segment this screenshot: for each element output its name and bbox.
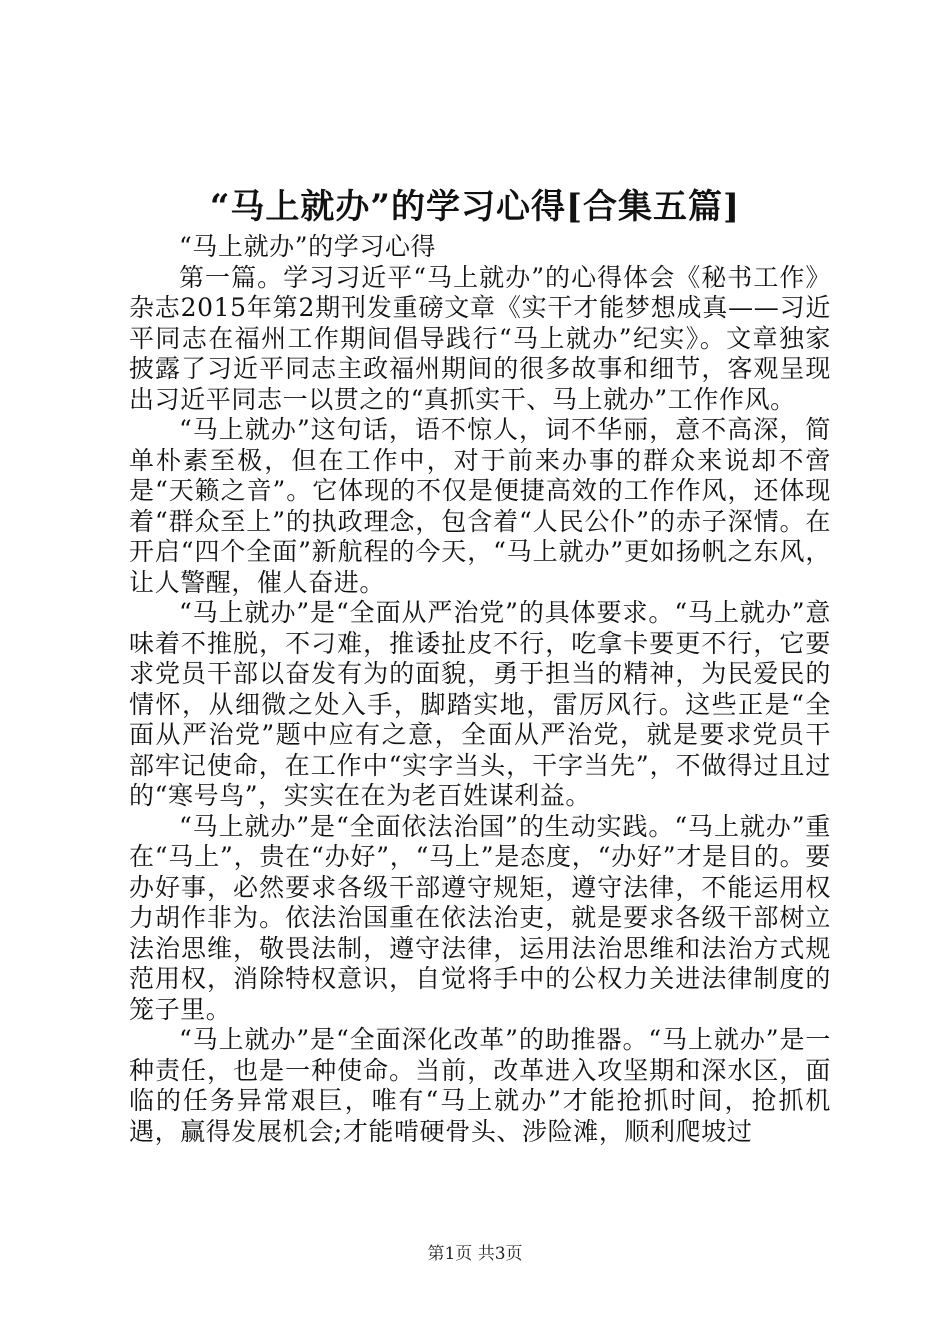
- page-footer: 第1页 共3页: [427, 1244, 523, 1264]
- paragraph: “马上就办”是“全面依法治国”的生动实践。“马上就办”重在“马上”，贵在“办好”，“马上”是态度，“办好”才是目的。要办好事，必然要求各级干部遵守规矩，遵守法律，不能运用权力胡作非为。依法治国重在依法治吏，就是要求各级干部树立法治思维，敬畏法制，遵守法律，运用法治思维和法治方式规范用权，消除特权意识，自觉将手中的公权力关进法律制度的笼子里。: [129, 811, 831, 1024]
- document-title: “马上就办”的学习心得[合集五篇]: [209, 187, 741, 227]
- paragraph: “马上就办”这句话，语不惊人，词不华丽，意不高深，简单朴素至极，但在工作中，对于前来办事的群众来说却不啻是“天籁之音”。它体现的不仅是便捷高效的工作作风，还体现着“群众至上”的执政理念，包含着“人民公仆”的赤子深情。在开启“四个全面”新航程的今天，“马上就办”更如扬帆之东风，让人警醒，催人奋进。: [129, 415, 831, 597]
- paragraph-subtitle: “马上就办”的学习心得: [179, 232, 437, 261]
- paragraph: “马上就办”是“全面从严治党”的具体要求。“马上就办”意味着不推脱，不刁难，推诿扯皮不行，吃拿卡要更不行，它要求党员干部以奋发有为的面貌，勇于担当的精神，为民爱民的情怀，从细微之处入手，脚踏实地，雷厉风行。这些正是“全面从严治党”题中应有之意，全面从严治党，就是要求党员干部牢记使命，在工作中“实字当头，干字当先”，不做得过且过的“寒号鸟”，实实在在为老百姓谋利益。: [129, 598, 831, 810]
- paragraph: 第一篇。学习习近平“马上就办”的心得体会《秘书工作》杂志2015年第2期刊发重磅文章《实干才能梦想成真——习近平同志在福州工作期间倡导践行“马上就办”纪实》。文章独家披露了习近平同志主政福州期间的很多故事和细节，客观呈现出习近平同志一以贯之的“真抓实干、马上就办”工作作风。: [129, 262, 831, 414]
- paragraph: “马上就办”是“全面深化改革”的助推器。“马上就办”是一种责任，也是一种使命。当前，改革进入攻坚期和深水区，面临的任务异常艰巨，唯有“马上就办”才能抢抓时间，抢抓机遇，赢得发展机会;才能啃硬骨头、涉险滩，顺利爬坡过: [129, 1025, 831, 1146]
- document-body: [129, 232, 831, 1147]
